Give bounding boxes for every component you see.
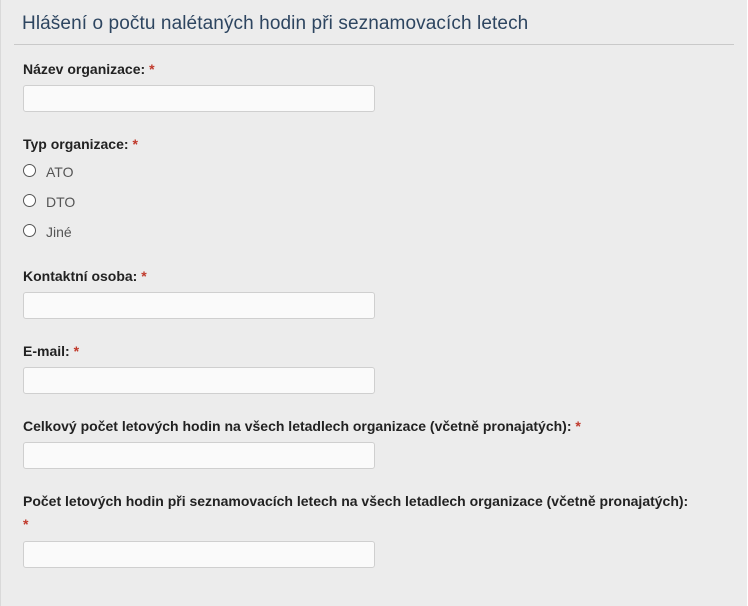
email-input[interactable]	[23, 367, 375, 394]
organization-name-label	[23, 61, 155, 77]
total-hours-input[interactable]	[23, 442, 375, 469]
required-marker: *	[73, 343, 80, 359]
radio-option-dto[interactable]	[23, 191, 75, 209]
radio-circle-icon[interactable]	[23, 194, 36, 207]
contact-person-label-text: Kontaktní osoba:	[23, 268, 138, 284]
radio-label-dto: DTO	[46, 194, 76, 210]
intro-hours-label	[23, 493, 688, 509]
contact-person-label	[23, 268, 147, 284]
contact-person-input[interactable]	[23, 292, 375, 319]
radio-label-jine: Jiné	[46, 224, 72, 240]
required-marker: *	[132, 136, 138, 152]
form-title: Hlášení o počtu nalétaných hodin při seznamovacích letech	[22, 13, 529, 34]
total-hours-label-text: Celkový počet letových hodin na všech letadlech organizace (včetně pronajatých):	[23, 418, 572, 434]
intro-hours-label-text: Počet letových hodin při seznamovacích letech na všech letadlech organizace (včetně pronajatých):	[23, 493, 689, 509]
intro-hours-input[interactable]	[23, 541, 375, 568]
radio-circle-icon[interactable]	[23, 224, 36, 237]
required-marker: *	[141, 268, 147, 284]
required-marker: *	[23, 516, 29, 532]
radio-option-jine[interactable]	[23, 221, 72, 239]
title-divider	[14, 44, 734, 45]
email-label	[23, 343, 79, 359]
radio-label-ato: ATO	[46, 164, 74, 180]
required-marker: *	[149, 61, 155, 77]
organization-name-label-text: Název organizace:	[23, 61, 146, 77]
radio-option-ato[interactable]	[23, 161, 74, 179]
organization-type-label-text: Typ organizace:	[23, 136, 129, 152]
organization-name-input[interactable]	[23, 85, 375, 112]
required-marker: *	[575, 418, 581, 434]
radio-circle-icon[interactable]	[23, 164, 36, 177]
organization-type-label	[23, 136, 138, 152]
total-hours-label	[23, 418, 581, 434]
email-label-text: E-mail:	[23, 343, 70, 359]
